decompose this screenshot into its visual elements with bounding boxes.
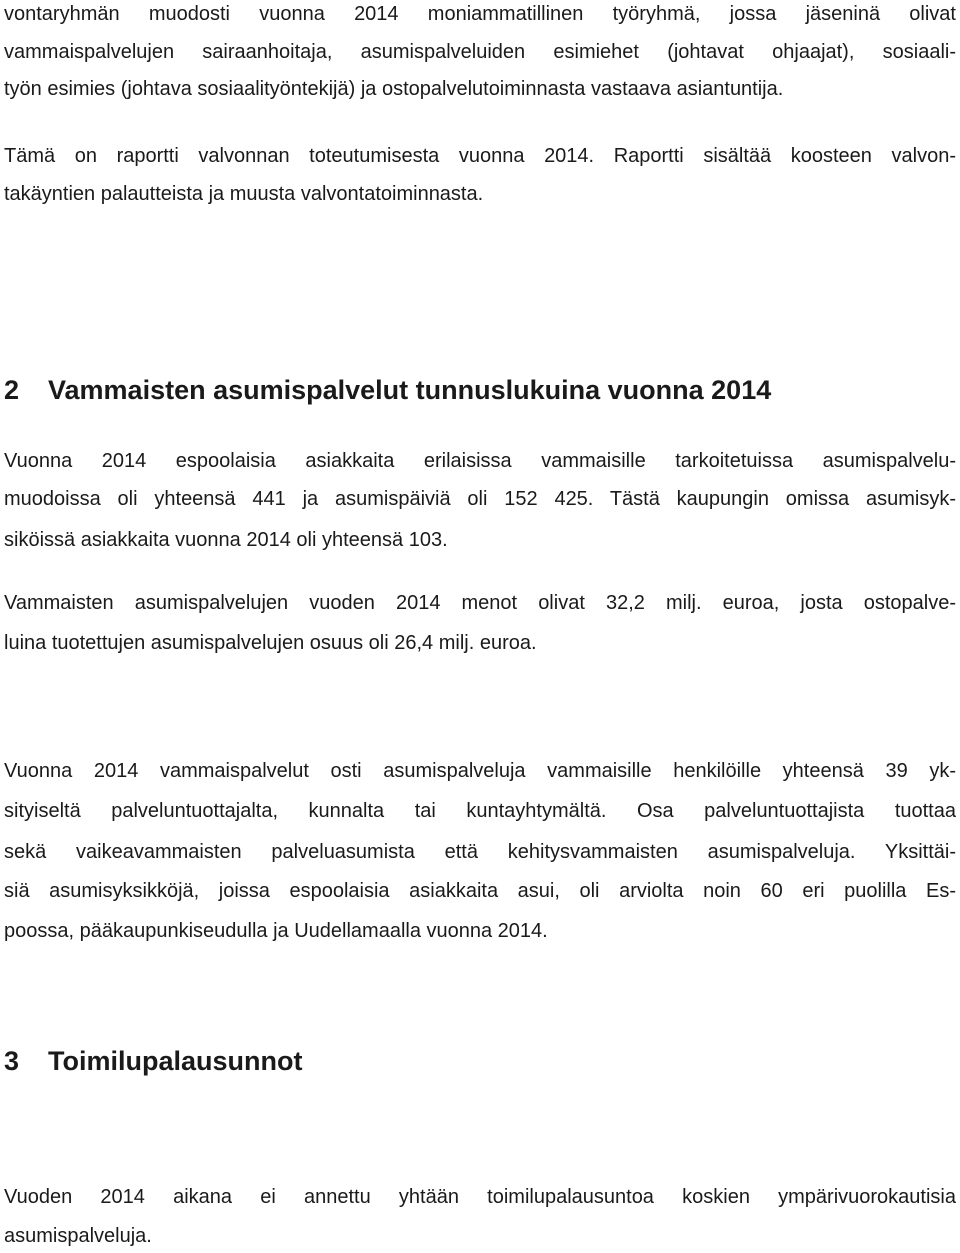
section-3-title: Toimilupalausunnot xyxy=(48,1046,303,1076)
section-2-line-1: Vuonna 2014 espoolaisia asiakkaita erilaisissa vammaisille tarkoitetuissa asumispalvelu- xyxy=(4,450,956,472)
section-2-line-4: Vammaisten asumispalvelujen vuoden 2014 menot olivat 32,2 milj. euroa, josta ostopalve- xyxy=(4,592,956,614)
section-2-line-5: luina tuotettujen asumispalvelujen osuus oli 26,4 milj. euroa. xyxy=(4,632,537,654)
section-2-line-8: sekä vaikeavammaisten palveluasumista että kehitysvammaisten asumispalveluja. Yksittäi- xyxy=(4,841,956,863)
section-2-line-10: poossa, pääkaupunkiseudulla ja Uudellamaalla vuonna 2014. xyxy=(4,920,548,942)
section-2-line-9: siä asumisyksikköjä, joissa espoolaisia asiakkaita asui, oli arviolta noin 60 eri puolilla Es- xyxy=(4,880,956,902)
section-2-number: 2 xyxy=(4,375,20,405)
section-2-line-7: sityiseltä palveluntuottajalta, kunnalta tai kuntayhtymältä. Osa palveluntuottajista tuottaa xyxy=(4,800,956,822)
section-3-number: 3 xyxy=(4,1046,20,1076)
section-2-heading xyxy=(4,374,771,406)
intro-line-5: takäyntien palautteista ja muusta valvontatoiminnasta. xyxy=(4,183,484,205)
section-2-title: Vammaisten asumispalvelut tunnuslukuina vuonna 2014 xyxy=(48,375,772,405)
intro-line-1: vontaryhmän muodosti vuonna 2014 moniammatillinen työryhmä, jossa jäseninä olivat xyxy=(4,3,956,25)
section-3-heading xyxy=(4,1045,302,1077)
section-3-line-2: asumispalveluja. xyxy=(4,1225,152,1247)
intro-line-4: Tämä on raportti valvonnan toteutumisesta vuonna 2014. Raportti sisältää koosteen valvon- xyxy=(4,145,956,167)
section-2-line-6: Vuonna 2014 vammaispalvelut osti asumispalveluja vammaisille henkilöille yhteensä 39 yk- xyxy=(4,760,956,782)
intro-line-3: työn esimies (johtava sosiaalityöntekijä) ja ostopalvelutoiminnasta vastaava asiantuntija. xyxy=(4,78,784,100)
section-2-line-3: siköissä asiakkaita vuonna 2014 oli yhteensä 103. xyxy=(4,529,448,551)
intro-line-2: vammaispalvelujen sairaanhoitaja, asumispalveluiden esimiehet (johtavat ohjaajat), sosiaali- xyxy=(4,41,956,63)
section-2-line-2: muodoissa oli yhteensä 441 ja asumispäiviä oli 152 425. Tästä kaupungin omissa asumisyk- xyxy=(4,488,956,510)
section-3-line-1: Vuoden 2014 aikana ei annettu yhtään toimilupalausuntoa koskien ympärivuorokautisia xyxy=(4,1186,956,1208)
